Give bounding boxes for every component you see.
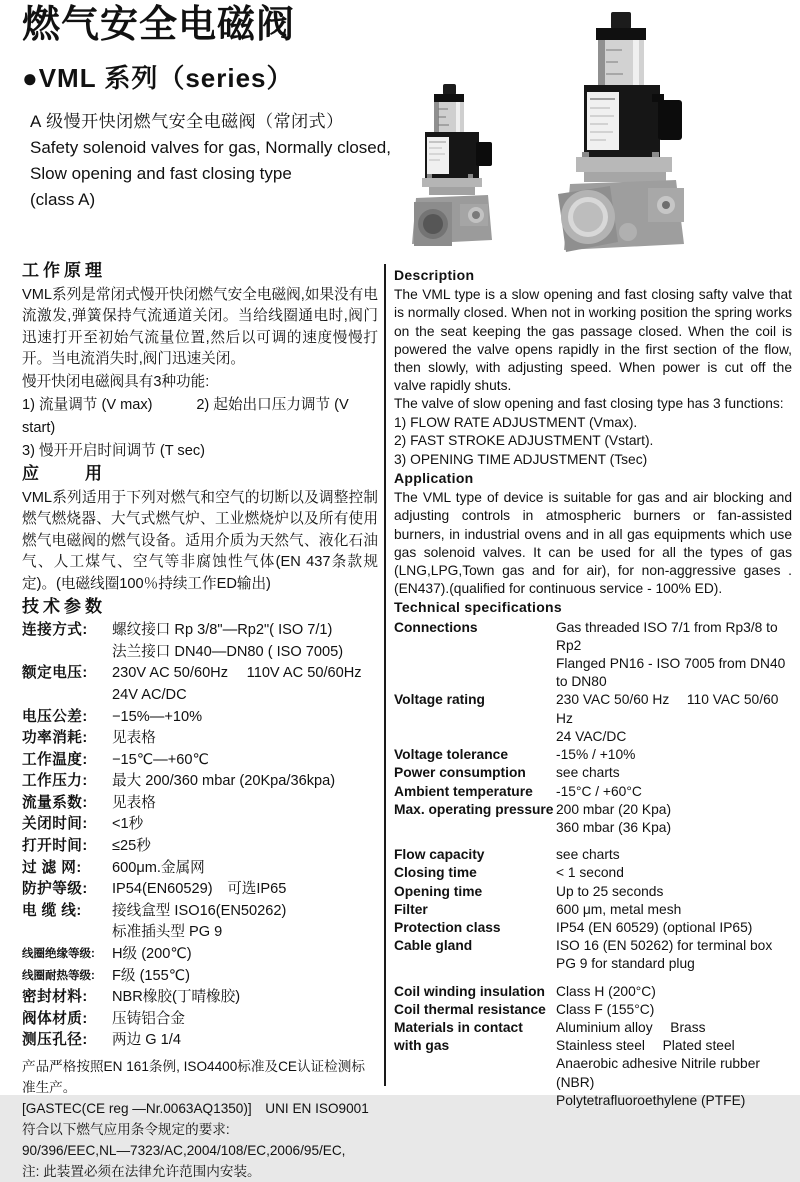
spec-value: -15°C / +60°C — [556, 783, 642, 799]
spec-label: Closing time — [394, 865, 477, 881]
spec-values — [112, 728, 378, 750]
spec-values — [556, 901, 792, 919]
spec-label: 电压公差: — [22, 708, 88, 725]
spec-row — [394, 919, 792, 937]
description-body: The VML type is a slow opening and fast closing safty valve that is normally closed. When not in working position the spring works on the seat keeping the gas passage closed. When the coil is powered the valve opens rapidly in the first section of the flow, then slowly, with adjusting speed. When power is cut off the valve rapidly shuts. — [394, 287, 792, 394]
spec-label: 额定电压: — [22, 665, 88, 682]
spec-row — [394, 1001, 792, 1019]
large-valve-photo — [548, 10, 700, 254]
spec-label: 流量系数: — [22, 794, 88, 811]
small-valve-photo — [398, 82, 500, 254]
spec-label: 连接方式: — [22, 622, 88, 639]
spec-label: Flow capacity — [394, 847, 485, 863]
page-title: 燃气安全电磁阀 — [22, 4, 296, 46]
series-title: ●VML 系列（series） — [22, 62, 294, 93]
application-heading-en: Application — [394, 470, 474, 487]
spec-label: Ambient temperature — [394, 783, 533, 799]
spec-value: see charts — [556, 765, 620, 781]
spec-value: −15℃—+60℃ — [112, 751, 209, 768]
spec-values — [556, 746, 792, 764]
spec-label: 功率消耗: — [22, 730, 88, 747]
spec-values — [112, 771, 378, 793]
text-line: 慢开快闭电磁阀具有3种功能: — [22, 373, 210, 390]
spec-value: Aluminium alloy Brass — [556, 1019, 706, 1035]
spec-values — [112, 836, 378, 858]
spec-value: -15% / +10% — [556, 747, 636, 763]
spec-value: F级 (155℃) — [112, 967, 191, 984]
spec-row — [394, 901, 792, 919]
spec-values — [112, 858, 378, 880]
spec-row — [22, 793, 378, 815]
spec-row — [22, 750, 378, 772]
spec-row — [394, 864, 792, 882]
spec-values — [112, 1009, 378, 1031]
spec-row — [22, 707, 378, 729]
spec-label: Protection class — [394, 919, 501, 935]
spec-label: 工作温度: — [22, 751, 88, 768]
spec-values — [112, 663, 378, 706]
text-line: 3) 慢开开启时间调节 (T sec) — [22, 442, 205, 459]
spec-label: Power consumption — [394, 765, 526, 781]
spec-row — [22, 987, 378, 1009]
spec-label-line2: with gas — [394, 1038, 450, 1054]
spec-label: 线圈绝缘等级: — [22, 948, 95, 961]
spec-values — [112, 793, 378, 815]
spec-values — [556, 937, 792, 973]
spec-row — [394, 883, 792, 901]
principle-functions — [22, 371, 378, 463]
spec-values — [556, 1001, 792, 1019]
spec-value: Class H (200°C) — [556, 983, 656, 999]
spec-value: 标准插头型 PG 9 — [112, 924, 223, 941]
spec-row — [394, 846, 792, 864]
spec-values — [556, 691, 792, 746]
spec-values — [556, 883, 792, 901]
text-line: 符合以下燃气应用条令规定的要求: — [22, 1122, 230, 1137]
text-line: 注: 此装置必须在法律允许范围内安装。 — [22, 1164, 261, 1179]
spec-label: Voltage tolerance — [394, 747, 508, 763]
spec-value: 24V AC/DC — [112, 686, 187, 703]
spec-value: Anaerobic adhesive Nitrile rubber (NBR) — [556, 1056, 760, 1090]
spec-value: Gas threaded ISO 7/1 from Rp3/8 to Rp2 — [556, 619, 778, 653]
spec-label: 工作压力: — [22, 773, 88, 790]
spec-value: IP54 (EN 60529) (optional IP65) — [556, 919, 753, 935]
spec-row — [22, 814, 378, 836]
spec-values — [112, 814, 378, 836]
spec-values — [556, 864, 792, 882]
subtitle-zh: A 级慢开快闭燃气安全电磁阀（常闭式） — [30, 111, 344, 131]
header — [22, 0, 392, 213]
spec-row — [394, 801, 792, 837]
spec-value: < 1 second — [556, 865, 624, 881]
spec-value: <1秒 — [112, 816, 144, 833]
spec-values — [112, 944, 378, 966]
text-line: 产品严格按照EN 161条例, ISO4400标准及CE认证检测标准生产。 — [22, 1059, 365, 1095]
spec-label: 打开时间: — [22, 838, 88, 855]
spec-value: −15%—+10% — [112, 708, 203, 725]
spec-value: 24 VAC/DC — [556, 728, 627, 744]
compliance-notes — [22, 1056, 378, 1182]
spec-values — [556, 619, 792, 692]
spec-value: ISO 16 (EN 50262) for terminal box — [556, 938, 773, 954]
spec-value: 螺纹接口 Rp 3/8"—Rp2"( ISO 7/1) — [112, 622, 333, 639]
spec-value: 230V AC 50/60Hz 110V AC 50/60Hz — [112, 665, 362, 682]
column-divider — [384, 264, 386, 1086]
spec-label: 电 缆 线: — [22, 902, 82, 919]
spec-label: Materials in contact with gas — [394, 1019, 556, 1055]
spec-row — [394, 937, 792, 973]
spec-value: H级 (200℃) — [112, 946, 192, 963]
spec-value: Stainless steel Plated steel — [556, 1038, 735, 1054]
subtitle-block — [22, 109, 392, 213]
text-line: The valve of slow opening and fast closing type has 3 functions: — [394, 396, 784, 412]
spec-values — [112, 750, 378, 772]
spec-value: ≤25秒 — [112, 838, 151, 855]
spec-values — [112, 987, 378, 1009]
spec-row — [394, 746, 792, 764]
spec-row — [22, 879, 378, 901]
spec-values — [112, 901, 378, 944]
spec-label: Voltage rating — [394, 692, 485, 708]
description-functions — [394, 395, 792, 469]
spec-row — [22, 944, 378, 966]
spec-value: Up to 25 seconds — [556, 883, 664, 899]
content-columns — [0, 260, 800, 1179]
spec-value: 最大 200/360 mbar (20Kpa/36kpa) — [112, 773, 336, 790]
spec-value: 见表格 — [112, 730, 156, 747]
spec-values — [112, 620, 378, 663]
spec-value: 法兰接口 DN40—DN80 ( ISO 7005) — [112, 643, 344, 660]
spec-value: 600 μm, metal mesh — [556, 901, 682, 917]
spec-label: 密封材料: — [22, 989, 88, 1006]
spec-values — [112, 966, 378, 988]
spec-row — [394, 983, 792, 1001]
product-photos — [390, 0, 790, 258]
description-heading: Description — [394, 267, 475, 283]
spec-row — [22, 858, 378, 880]
spec-value: 360 mbar (36 Kpa) — [556, 819, 672, 835]
subtitle-en-line3: (class A) — [30, 189, 96, 209]
spec-values — [556, 783, 792, 801]
spec-values — [112, 1030, 378, 1052]
spec-row — [394, 783, 792, 801]
text-line: 2) FAST STROKE ADJUSTMENT (Vstart). — [394, 433, 654, 449]
spec-row — [22, 728, 378, 750]
spec-value: IP54(EN60529) 可选IP65 — [112, 881, 287, 898]
spec-label: Connections — [394, 619, 478, 635]
right-column — [394, 266, 792, 1110]
spec-label: 防护等级: — [22, 881, 88, 898]
spec-row — [394, 691, 792, 746]
spec-value: Class F (155°C) — [556, 1001, 655, 1017]
text-line: 1) 流量调节 (V max) 2) 起始出口压力调节 (V start) — [22, 396, 349, 436]
spec-row — [22, 901, 378, 944]
spec-value: PG 9 for standard plug — [556, 956, 695, 972]
spec-label: Coil thermal resistance — [394, 1001, 546, 1017]
text-line: 1) FLOW RATE ADJUSTMENT (Vmax). — [394, 414, 638, 430]
spec-label: 测压孔径: — [22, 1032, 88, 1049]
specs-heading-en: Technical specifications — [394, 599, 562, 616]
spec-values — [556, 1019, 792, 1110]
spec-row — [22, 1009, 378, 1031]
spec-label: 阀体材质: — [22, 1010, 88, 1027]
spec-row — [22, 771, 378, 793]
spec-row — [394, 1019, 792, 1110]
spec-row — [22, 1030, 378, 1052]
subtitle-en-line2: Slow opening and fast closing type — [30, 163, 292, 183]
spec-row — [394, 764, 792, 782]
spec-values — [556, 764, 792, 782]
spec-value: Flanged PN16 - ISO 7005 from DN40 to DN80 — [556, 656, 786, 690]
principle-heading: 工作原理 — [22, 261, 106, 280]
spec-values — [112, 707, 378, 729]
spec-value: 200 mbar (20 Kpa) — [556, 801, 672, 817]
application-body-en: The VML type of device is suitable for gas and air blocking and adjusting controls in atmospheric burners or fan-assisted burners, in industrial ovens and in all gas equipments which use gas solenoid valves. It can be used for all the types of gas (LNG,LPG,Town gas and for air), for non-aggressive gases . (EN437).(qualified for continuous service - 100% ED). — [394, 490, 792, 597]
spec-values — [556, 919, 792, 937]
spec-label: 线圈耐热等级: — [22, 969, 95, 982]
text-line: 90/396/EEC,NL—7323/AC,2004/108/EC,2006/95/EC, — [22, 1143, 346, 1158]
text-line: [GASTEC(CE reg —Nr.0063AQ1350)] UNI EN ISO9001 — [22, 1101, 369, 1116]
spec-label: 过 滤 网: — [22, 859, 82, 876]
spec-label: Cable gland — [394, 938, 473, 954]
subtitle-en-line1: Safety solenoid valves for gas, Normally closed, — [30, 137, 391, 157]
spec-label: Coil winding insulation — [394, 983, 545, 999]
application-body-zh: VML系列适用于下列对燃气和空气的切断以及调整控制 燃气燃烧器、大气式燃气炉、工业燃烧炉以及所有使用燃气电磁阀的燃气设备。适用介质为天然气、液化石油气、人工煤气、空气等非腐蚀性气体(EN 437条款规定)。(电磁线圈100％持续工作ED输出) — [22, 489, 378, 592]
spec-value: 接线盒型 ISO16(EN50262) — [112, 902, 287, 919]
text-line: 3) OPENING TIME ADJUSTMENT (Tsec) — [394, 451, 648, 467]
application-heading-zh: 应 用 — [22, 463, 106, 483]
spec-label: Filter — [394, 901, 428, 917]
specs-heading-zh: 技术参数 — [22, 596, 106, 616]
spec-row — [22, 966, 378, 988]
spec-row — [22, 620, 378, 663]
specs-list-en — [394, 619, 792, 1110]
spec-value: Polytetrafluoroethylene (PTFE) — [556, 1092, 746, 1108]
spec-value: 压铸铝合金 — [112, 1010, 185, 1027]
spec-value: see charts — [556, 847, 620, 863]
spec-row — [22, 663, 378, 706]
spec-values — [556, 801, 792, 837]
spec-label: 关闭时间: — [22, 816, 88, 833]
left-column — [22, 260, 378, 1182]
spec-values — [556, 983, 792, 1001]
spec-row — [394, 619, 792, 692]
spec-value: NBR橡胶(丁晴橡胶) — [112, 989, 241, 1006]
spec-label: Max. operating pressure — [394, 801, 554, 817]
spec-values — [556, 846, 792, 864]
spec-value: 230 VAC 50/60 Hz 110 VAC 50/60 Hz — [556, 692, 779, 726]
principle-body: VML系列是常闭式慢开快闭燃气安全电磁阀,如果没有电流激发,弹簧保持气流通道关闭。当给线圈通电时,阀门迅速打开至初始气流量位置,然后以可调的速度慢慢打开。当电流消失时,阀门迅速关闭。 — [22, 286, 378, 368]
spec-label: Opening time — [394, 883, 483, 899]
spec-value: 两边 G 1/4 — [112, 1032, 181, 1049]
spec-value: 600μm.金属网 — [112, 859, 205, 876]
spec-values — [112, 879, 378, 901]
specs-list-zh — [22, 620, 378, 1052]
spec-value: 见表格 — [112, 794, 156, 811]
spec-row — [22, 836, 378, 858]
